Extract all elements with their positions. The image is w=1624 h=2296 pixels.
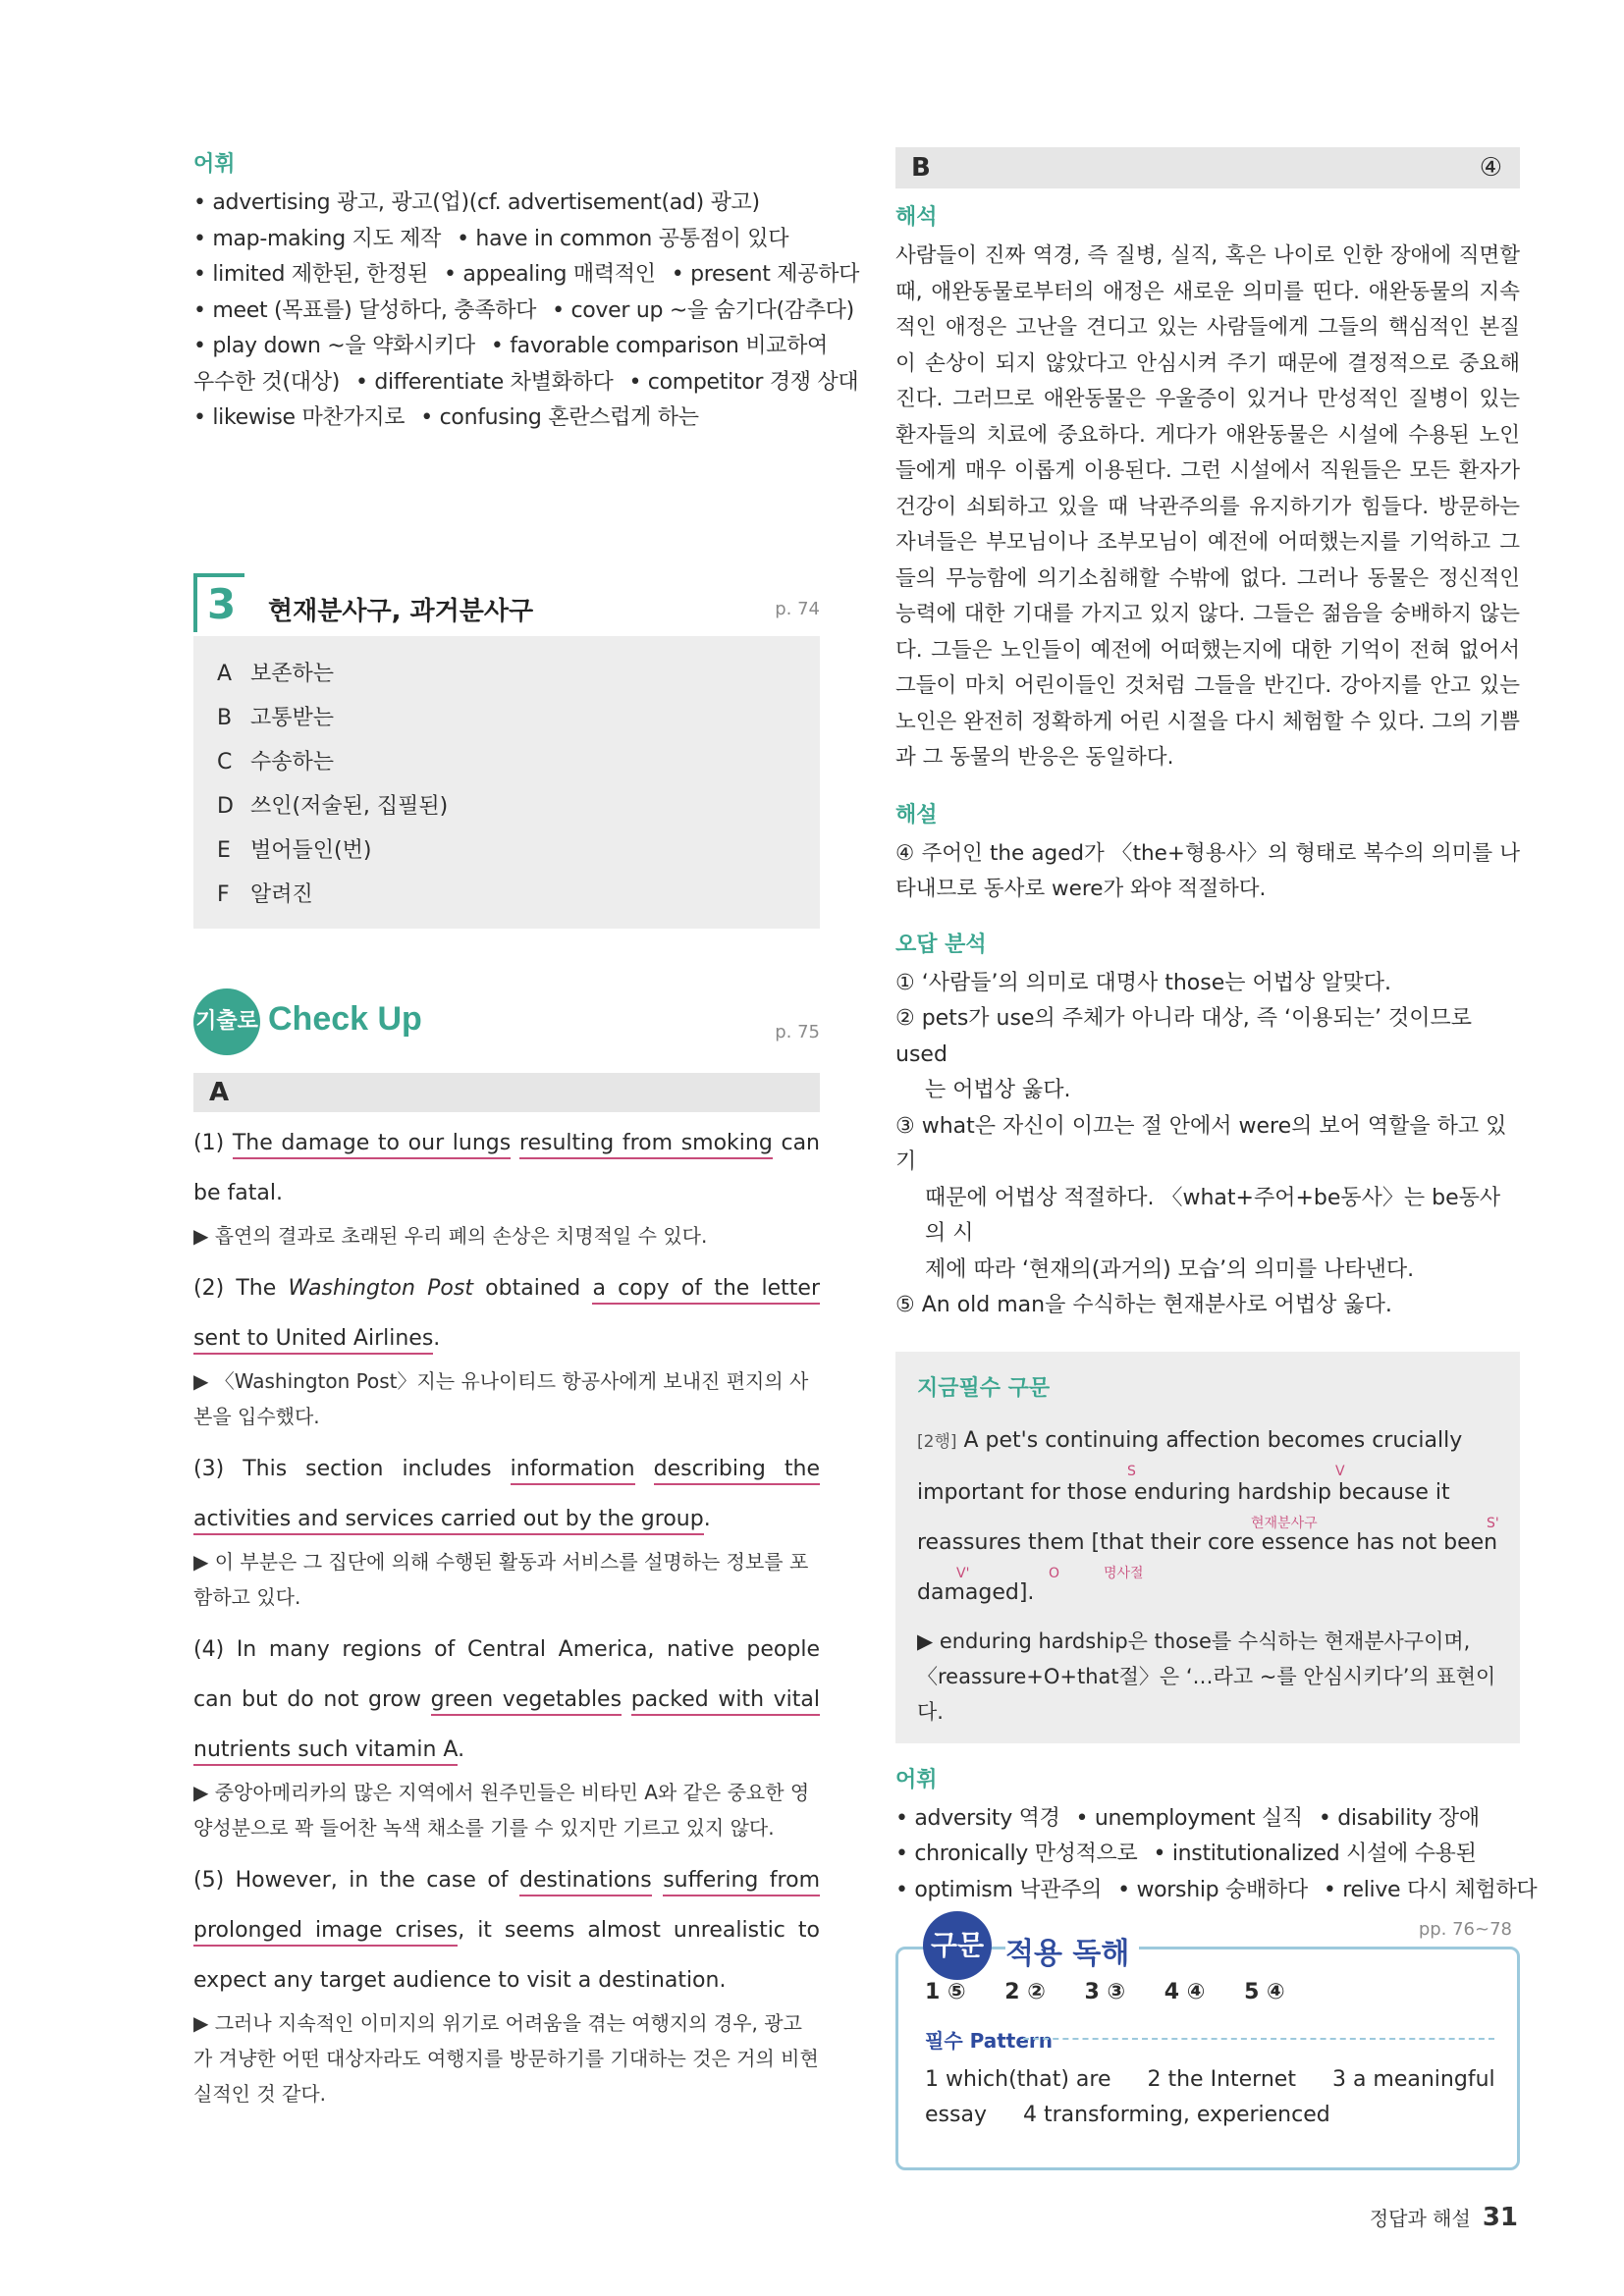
vocab-item: • appealing 매력적인 bbox=[443, 262, 656, 287]
grammar-box-title: 지금필수 구문 bbox=[917, 1375, 1051, 1401]
grammar-box bbox=[895, 1352, 1520, 1743]
grammar-note: ▶ enduring hardship은 those를 수식하는 현재분사구이며, bbox=[917, 1629, 1471, 1653]
vocab-line bbox=[895, 1837, 1520, 1873]
vocab-label: 어휘 bbox=[193, 152, 236, 177]
check-up-badge: 기출로 bbox=[193, 988, 260, 1055]
vocab-item: 우수한 것(대상) bbox=[193, 369, 340, 395]
odap-line: 제에 따라 ‘현재의(과거의) 모습’의 의미를 나타낸다. bbox=[925, 1256, 1415, 1282]
vocab-line bbox=[895, 1801, 1520, 1838]
vocab-line bbox=[193, 222, 820, 258]
check-up-items bbox=[193, 1118, 820, 2111]
pattern-item: 3 a meaningful essay bbox=[925, 2067, 1495, 2127]
answer-list bbox=[925, 1980, 1317, 2004]
vocab-item: • differentiate 차별화하다 bbox=[354, 369, 614, 395]
right-column bbox=[895, 147, 1538, 1908]
pattern-label: 필수 Pattern bbox=[925, 2029, 1054, 2053]
vocab-line bbox=[895, 1873, 1538, 1909]
checkup-sentence: (2) The Washington Post obtained a copy of the letter sent to United Airlines. bbox=[193, 1263, 820, 1363]
odap-list bbox=[895, 966, 1520, 1324]
vocab-item: • favorable comparison 비교하여 bbox=[490, 334, 829, 358]
checkup-translation: ▶ 흡연의 결과로 초래된 우리 폐의 손상은 치명적일 수 있다. bbox=[193, 1224, 708, 1248]
haeseol-text: ④ 주어인 the aged가 〈the+형용사〉의 형태로 복수의 의미를 나타내므로 동사로 were가 와야 적절하다. bbox=[895, 840, 1520, 901]
vocab-list bbox=[895, 1801, 1538, 1909]
vocab-item: • likewise 마찬가지로 bbox=[193, 405, 406, 430]
check-up-title: Check Up bbox=[268, 1000, 422, 1038]
section-title: 현재분사구, 과거분사구 bbox=[268, 597, 534, 626]
application-badge: 구문 bbox=[923, 1911, 992, 1980]
check-up-header bbox=[193, 985, 820, 1073]
vocab-list bbox=[193, 186, 860, 437]
page-ref: p. 75 bbox=[775, 1022, 820, 1042]
vocab-item: • competitor 경쟁 상대 bbox=[628, 369, 859, 395]
section-3-header bbox=[193, 573, 820, 636]
vocab-item: • optimism 낙관주의 bbox=[895, 1877, 1103, 1902]
odap-line: ⑤ An old man을 수식하는 현재분사로 어법상 옳다. bbox=[895, 1293, 1392, 1317]
vocab-item: • have in common 공통점이 있다 bbox=[457, 226, 789, 251]
grammar-line: important for those enduring hardship because it 현재분사구 S' bbox=[917, 1479, 1499, 1531]
vocab-item: • map-making 지도 제작 bbox=[193, 226, 442, 251]
odap-label: 오답 분석 bbox=[895, 932, 987, 957]
footer-label: 정답과 해설 bbox=[1369, 2207, 1471, 2230]
checkup-translation: ▶ 그러나 지속적인 이미지의 위기로 어려움을 겪는 여행지의 경우, 광고가 겨냥한 어떤 대상자라도 여행지를 방문하기를 기대하는 것은 거의 비현실적인 것 같다. bbox=[193, 2011, 819, 2106]
odap-line: ② pets가 use의 주체가 아니라 대상, 즉 ‘이용되는’ 것이므로 used bbox=[895, 1006, 1472, 1067]
vocab-line bbox=[193, 365, 859, 401]
vocab-item: • limited 제한된, 한정된 bbox=[193, 262, 428, 287]
checkup-translation: ▶ 〈Washington Post〉지는 유나이티드 항공사에게 보내진 편지의 사본을 입수했다. bbox=[193, 1369, 809, 1428]
vocab-item: • play down ~을 약화시키다 bbox=[193, 334, 475, 358]
vocab-line bbox=[193, 257, 860, 294]
section-3 bbox=[193, 573, 820, 929]
checkup-sentence: (5) However, in the case of destinations suffering from prolonged image crises, it seems almost unrealistic to expect any target audience to visit a destination. bbox=[193, 1868, 821, 1993]
checkup-sentence: (1) The damage to our lungs resulting from smoking can be fatal. bbox=[193, 1131, 820, 1205]
vocab-item: • present 제공하다 bbox=[671, 262, 860, 287]
answer-row: A 보존하는 bbox=[217, 662, 335, 686]
vocab-item: • relive 다시 체험하다 bbox=[1323, 1877, 1538, 1902]
section-bar-b bbox=[895, 147, 1520, 188]
answer-item: 2 ② bbox=[1004, 1980, 1046, 2004]
vocab-item: • institutionalized 시설에 수용된 bbox=[1153, 1842, 1477, 1866]
vocab-item: • confusing 혼란스럽게 하는 bbox=[420, 405, 699, 430]
answer-row: D 쓰인(저술된, 집필된) bbox=[217, 794, 449, 819]
answer-row: E 벌어들인(번) bbox=[217, 838, 372, 863]
grammar-line: [2행] A pet's continuing affection becomes crucially S V bbox=[917, 1427, 1463, 1479]
haeseok-label: 해석 bbox=[895, 205, 938, 230]
vocab-item: • adversity 역경 bbox=[895, 1805, 1060, 1831]
dashed-divider bbox=[1023, 2038, 1494, 2040]
left-vocab bbox=[193, 147, 860, 437]
odap-line: ① ‘사람들’의 의미로 대명사 those는 어법상 알맞다. bbox=[895, 970, 1391, 995]
vocab-item: • worship 숭배하다 bbox=[1117, 1877, 1308, 1902]
page-ref: pp. 76~78 bbox=[1418, 1919, 1512, 1940]
application-box bbox=[895, 1911, 1520, 2168]
haeseol-label: 해설 bbox=[895, 802, 938, 828]
pattern-item: 4 transforming, experienced bbox=[1022, 2103, 1330, 2127]
answer-row: F 알려진 bbox=[217, 882, 313, 907]
page-number: 31 bbox=[1482, 2203, 1518, 2232]
answer-row: B 고통받는 bbox=[217, 706, 335, 730]
vocab-item: • cover up ~을 숨기다(감추다) bbox=[552, 297, 854, 323]
pattern-answers bbox=[925, 2062, 1504, 2133]
vocab-line bbox=[193, 400, 820, 437]
grammar-line: reassures them [that their core essence has not been V' O 명사절 bbox=[917, 1529, 1498, 1581]
vocab-item: • disability 장애 bbox=[1318, 1805, 1480, 1831]
pattern-item: 2 the Internet bbox=[1147, 2067, 1296, 2092]
answer-item: 1 ⑤ bbox=[925, 1980, 966, 2004]
grammar-line: damaged]. bbox=[917, 1579, 1035, 1605]
answer-row: C 수송하는 bbox=[217, 750, 335, 774]
page-footer bbox=[1370, 2203, 1518, 2232]
odap-line: ③ what은 자신이 이끄는 절 안에서 were의 보어 역할을 하고 있기 bbox=[895, 1113, 1507, 1174]
vocab-item: • meet (목표를) 달성하다, 충족하다 bbox=[193, 297, 537, 323]
vocab-line bbox=[193, 329, 829, 365]
checkup-translation: ▶ 이 부분은 그 집단에 의해 수행된 활동과 서비스를 설명하는 정보를 포함하고 있다. bbox=[193, 1550, 809, 1609]
vocab-item: • chronically 만성적으로 bbox=[895, 1842, 1138, 1866]
checkup-translation: ▶ 중앙아메리카의 많은 지역에서 원주민들은 비타민 A와 같은 중요한 영양성분으로 꽉 들어찬 녹색 채소를 기를 수 있지만 기르고 있지 않다. bbox=[193, 1781, 810, 1840]
checkup-sentence: (4) In many regions of Central America, native people can but do not grow green vegetables packed with vital nutrients such vitamin A. bbox=[193, 1625, 820, 1775]
vocab-line bbox=[193, 186, 820, 222]
check-up bbox=[193, 985, 820, 2121]
page-ref: p. 74 bbox=[775, 599, 820, 619]
bar-answer: ④ bbox=[1479, 153, 1502, 183]
answer-item: 4 ④ bbox=[1164, 1980, 1206, 2004]
grammar-note: 〈reassure+O+that절〉은 ‘…라고 ~를 안심시키다’의 표현이다. bbox=[917, 1664, 1496, 1724]
application-title: 적용 독해 bbox=[1005, 1929, 1139, 1972]
vocab-line bbox=[193, 294, 854, 330]
checkup-sentence: (3) This section includes information describing the activities and services carried out by the group. bbox=[193, 1444, 820, 1544]
odap-line: 때문에 어법상 적절하다. 〈what+주어+be동사〉는 be동사의 시 bbox=[925, 1185, 1501, 1246]
section-bar-a: A bbox=[193, 1073, 820, 1112]
odap-line: 는 어법상 옳다. bbox=[925, 1078, 1071, 1102]
haeseok-text: 사람들이 진짜 역경, 즉 질병, 실직, 혹은 나이로 인한 장애에 직면할 때, 애완동물로부터의 애정은 새로운 의미를 띤다. 애완동물의 지속적인 애정은 고난을 견디고 있는 사람들에게 그들의 핵심적인 본질이 손상이 되지 않았다고 안심시켜 주기 때문에 결정적으로 중요해진다. 그러므로 애완동물은 우울증이 있거나 만성적인 질병이 있는 환자들의 치료에 중요하다. 게다가 애완동물은 시설에 수용된 노인들에게 매우 이롭게 이용된다. 그런 시설에서 직원들은 모든 환자가 건강이 쇠퇴하고 있을 때 낙관주의를 유지하기가 힘들다. 방문하는 자녀들은 부모님이나 조부모님이 예전에 어떠했는지를 기억하고 그들의 무능함에 의기소침해할 수밖에 없다. 그러나 동물은 정신적인 능력에 대한 기대를 가지고 있지 않다. 그들은 젊음을 숭배하지 않는다. 그들은 노인들이 예전에 어떠했는지에 대한 기억이 전혀 없어서 그들이 마치 어린이들인 것처럼 그들을 반긴다. 강아지를 안고 있는 노인은 완전히 정확하게 어린 시절을 다시 체험할 수 있다. 그의 기쁨과 그 동물의 반응은 동일하다. bbox=[895, 243, 1520, 770]
pattern-item: 1 which(that) are bbox=[925, 2067, 1111, 2092]
vocab-label: 어휘 bbox=[895, 1767, 938, 1792]
answer-item: 3 ③ bbox=[1084, 1980, 1126, 2004]
answer-item: 5 ④ bbox=[1244, 1980, 1285, 2004]
answer-box bbox=[193, 636, 820, 929]
vocab-item: • unemployment 실직 bbox=[1075, 1805, 1303, 1831]
bar-label: B bbox=[911, 153, 931, 183]
section-number: 3 bbox=[193, 573, 244, 632]
vocab-item: • advertising 광고, 광고(업)(cf. advertisement(ad) 광고) bbox=[193, 190, 760, 215]
